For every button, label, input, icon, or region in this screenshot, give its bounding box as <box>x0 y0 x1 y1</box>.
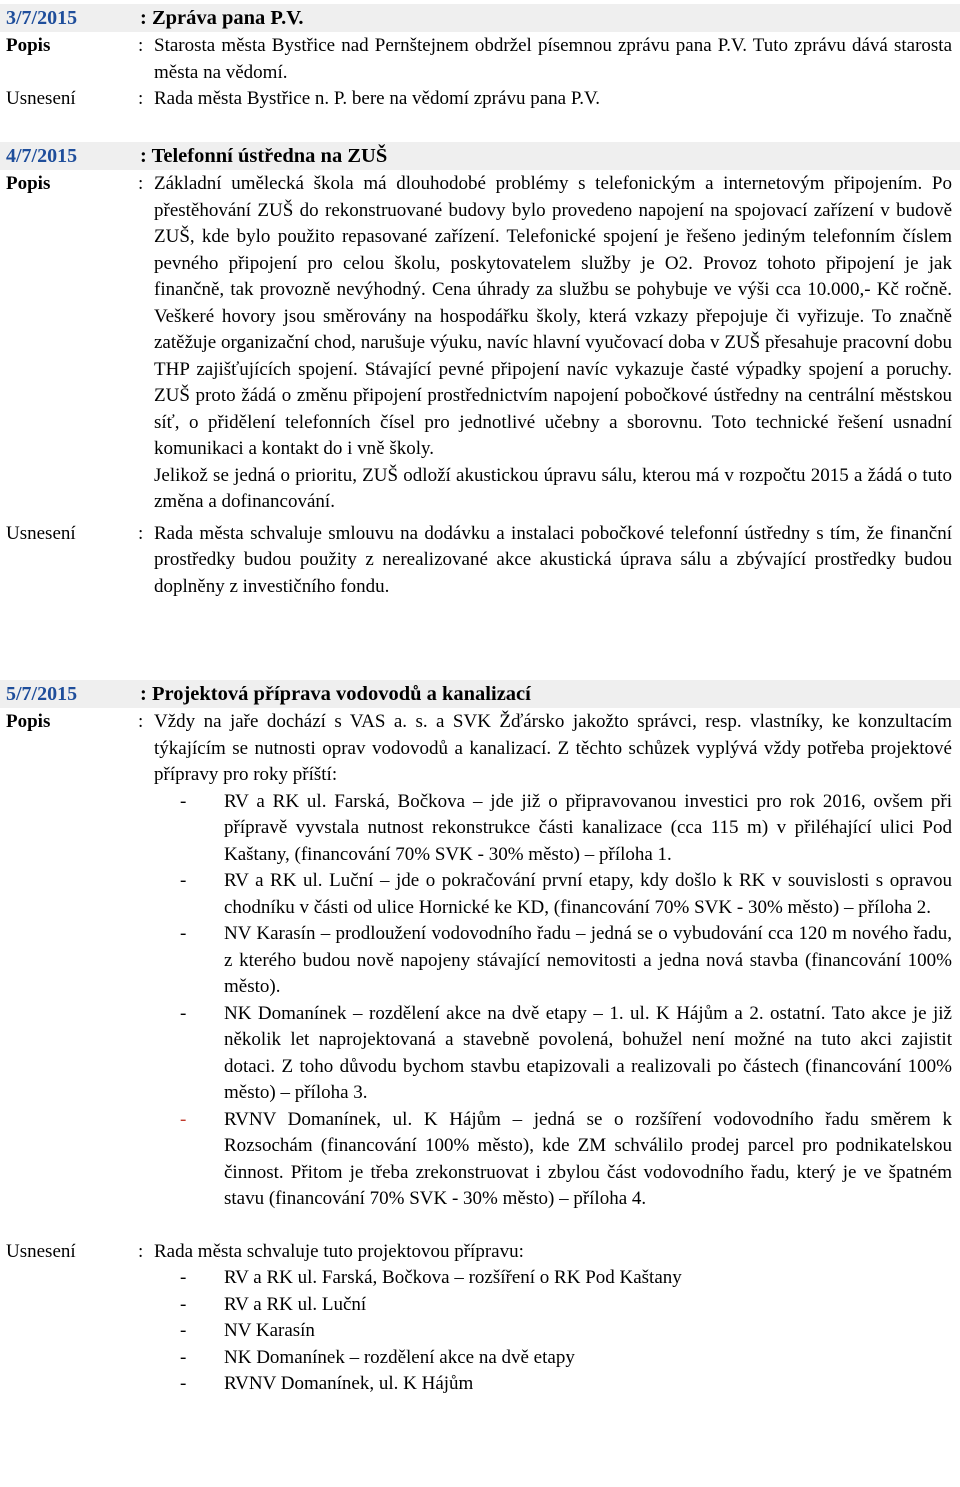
colon: : <box>138 35 144 56</box>
popis-intro: Vždy na jaře dochází s VAS a. s. a SVK Žďársko jakožto správci, resp. vlastníky, ke konzultacím týkajícím se nutnosti oprav vodovodů a kanalizací. Z těchto schůzek vyplývá vždy potřeba projektové přípravy pro roky příští: <box>154 711 952 785</box>
list-item: - RVNV Domanínek, ul. K Hájům <box>180 1373 474 1394</box>
agenda-item-3 <box>0 4 960 113</box>
item-header <box>0 142 960 170</box>
item-title: : Telefonní ústředna na ZUŠ <box>140 145 388 167</box>
item-number: 4/7/2015 <box>6 145 78 167</box>
item-number: 5/7/2015 <box>6 683 78 705</box>
popis-label: Popis <box>6 711 51 732</box>
colon: : <box>138 1240 144 1262</box>
usneseni-text: Rada města Bystřice n. P. bere na vědomí zprávu pana P.V. <box>154 88 601 109</box>
popis-label: Popis <box>6 35 51 56</box>
usneseni-label: Usnesení <box>6 1240 76 1262</box>
agenda-item-5 <box>0 680 960 1398</box>
usneseni-intro: Rada města schvaluje tuto projektovou přípravu: <box>154 1240 524 1262</box>
agenda-item-4 <box>0 142 960 600</box>
usneseni-label: Usnesení <box>6 522 76 544</box>
popis-text: Základní umělecká škola má dlouhodobé problémy s telefonickým a internetovým připojením. Po přestěhování ZUŠ do rekonstruované budovy bylo provedeno napojení na spojovací zařízení v budově ZUŠ, kde bylo použito repasované zařízení. Telefonické spojení je řešeno jediným telefonním číslem pevného připojení pro celou školu, poskytovatelem služby je O2. Provoz tohoto připojení je jak finančně, tak provozně nevýhodný. Cena úhrady za službu se pohybuje ve výši cca 10.000,- Kč ročně. Veškeré hovory jsou směrovány na hospodářku školy, která vzkazy přepojuje či vyřizuje. To značně zatěžuje organizační chod, narušuje výuku, navíc hlavní vyučovací doba v ZUŠ přesahuje pracovní dobu THP zajišťujících spojení. Stávající pevné připojení navíc vykazuje časté výpadky spojení a poruchy. ZUŠ proto žádá o změnu připojení prostřednictvím napojení pobočkové ústředny na centrální městskou síť, o přidělení telefonních čísel pro jednotlivé učebny a sborovnu. Toto technické řešení usnadní komunikaci a kontakt do i vně školy. <box>154 173 952 459</box>
item-number: 3/7/2015 <box>6 7 78 29</box>
popis-bullet-list <box>180 789 952 1213</box>
popis-label: Popis <box>6 173 51 194</box>
usneseni-row <box>0 521 960 601</box>
usneseni-text: Rada města schvaluje smlouvu na dodávku a instalaci pobočkové telefonní ústředny s tím, že finanční prostředky budou použity z nerealizované akce akustická úprava sálu a zbývající prostředky budou doplněny z investičního fondu. <box>154 522 952 597</box>
popis-row <box>0 33 960 86</box>
list-item: - RV a RK ul. Farská, Bočkova – rozšíření o RK Pod Kaštany <box>180 1267 682 1288</box>
colon: : <box>138 173 144 194</box>
item-title: : Projektová příprava vodovodů a kanalizací <box>140 683 531 705</box>
usneseni-row <box>0 1239 960 1398</box>
usneseni-label: Usnesení <box>6 88 76 109</box>
item-header <box>0 4 960 32</box>
popis-row <box>0 709 960 1213</box>
popis-text: Starosta města Bystřice nad Pernštejnem obdržel písemnou zprávu pana P.V. Tuto zprávu dává starosta města na vědomí. <box>154 35 952 83</box>
list-item: - NK Domanínek – rozdělení akce na dvě etapy – 1. ul. K Hájům a 2. ostatní. Tato akce je již několik let naprojektovaná a stavebně povolená, bohužel není možné na tuto akci zajistit dotaci. Z toho důvodu bychom stavbu etapizovali a realizovali po částech (financování 100% město) – příloha 3. <box>180 1002 952 1103</box>
usneseni-bullet-list <box>180 1265 952 1398</box>
popis-row <box>0 171 960 516</box>
list-item: - NV Karasín – prodloužení vodovodního řadu – jedná se o vybudování cca 120 m nového řadu, z kterého budou nově napojeny stávající nemovitosti a jedna nová stavba (financování 100% město). <box>180 923 952 997</box>
item-header <box>0 680 960 708</box>
usneseni-row <box>0 86 960 113</box>
list-item: - RVNV Domanínek, ul. K Hájům – jedná se o rozšíření vodovodního řadu směrem k Rozsochám (financování 100% město), kde ZM schválilo prodej parcel pro podnikatelskou činnost. Přitom je třeba zrekonstruovat i zbylou část vodovodního řadu, který je ve špatném stavu (financování 70% SVK - 30% město) – příloha 4. <box>180 1108 952 1209</box>
item-title: : Zpráva pana P.V. <box>140 7 304 29</box>
list-item: - NV Karasín <box>180 1320 315 1341</box>
list-item: - RV a RK ul. Farská, Bočkova – jde již o připravovanou investici pro rok 2016, ovšem při přípravě vyvstala nutnost rekonstrukce části kanalizace (cca 115 m) v přiléhající ulici Pod Kaštany, (financování 70% SVK - 30% město) – příloha 1. <box>180 790 952 865</box>
list-item: - NK Domanínek – rozdělení akce na dvě etapy <box>180 1346 575 1368</box>
list-item: - RV a RK ul. Luční – jde o pokračování první etapy, kdy došlo k RK v souvislosti s opravou chodníku v části od ulice Hornické ke KD, (financování 70% SVK - 30% město) – příloha 2. <box>180 870 952 918</box>
colon: : <box>138 522 144 544</box>
popis-text-continued: Jelikož se jedná o prioritu, ZUŠ odloží akustickou úpravu sálu, kterou má v rozpočtu 2015 a žádá o tuto změna a dofinancování. <box>154 464 952 512</box>
colon: : <box>138 711 144 732</box>
colon: : <box>138 88 144 109</box>
list-item: - RV a RK ul. Luční <box>180 1293 367 1315</box>
